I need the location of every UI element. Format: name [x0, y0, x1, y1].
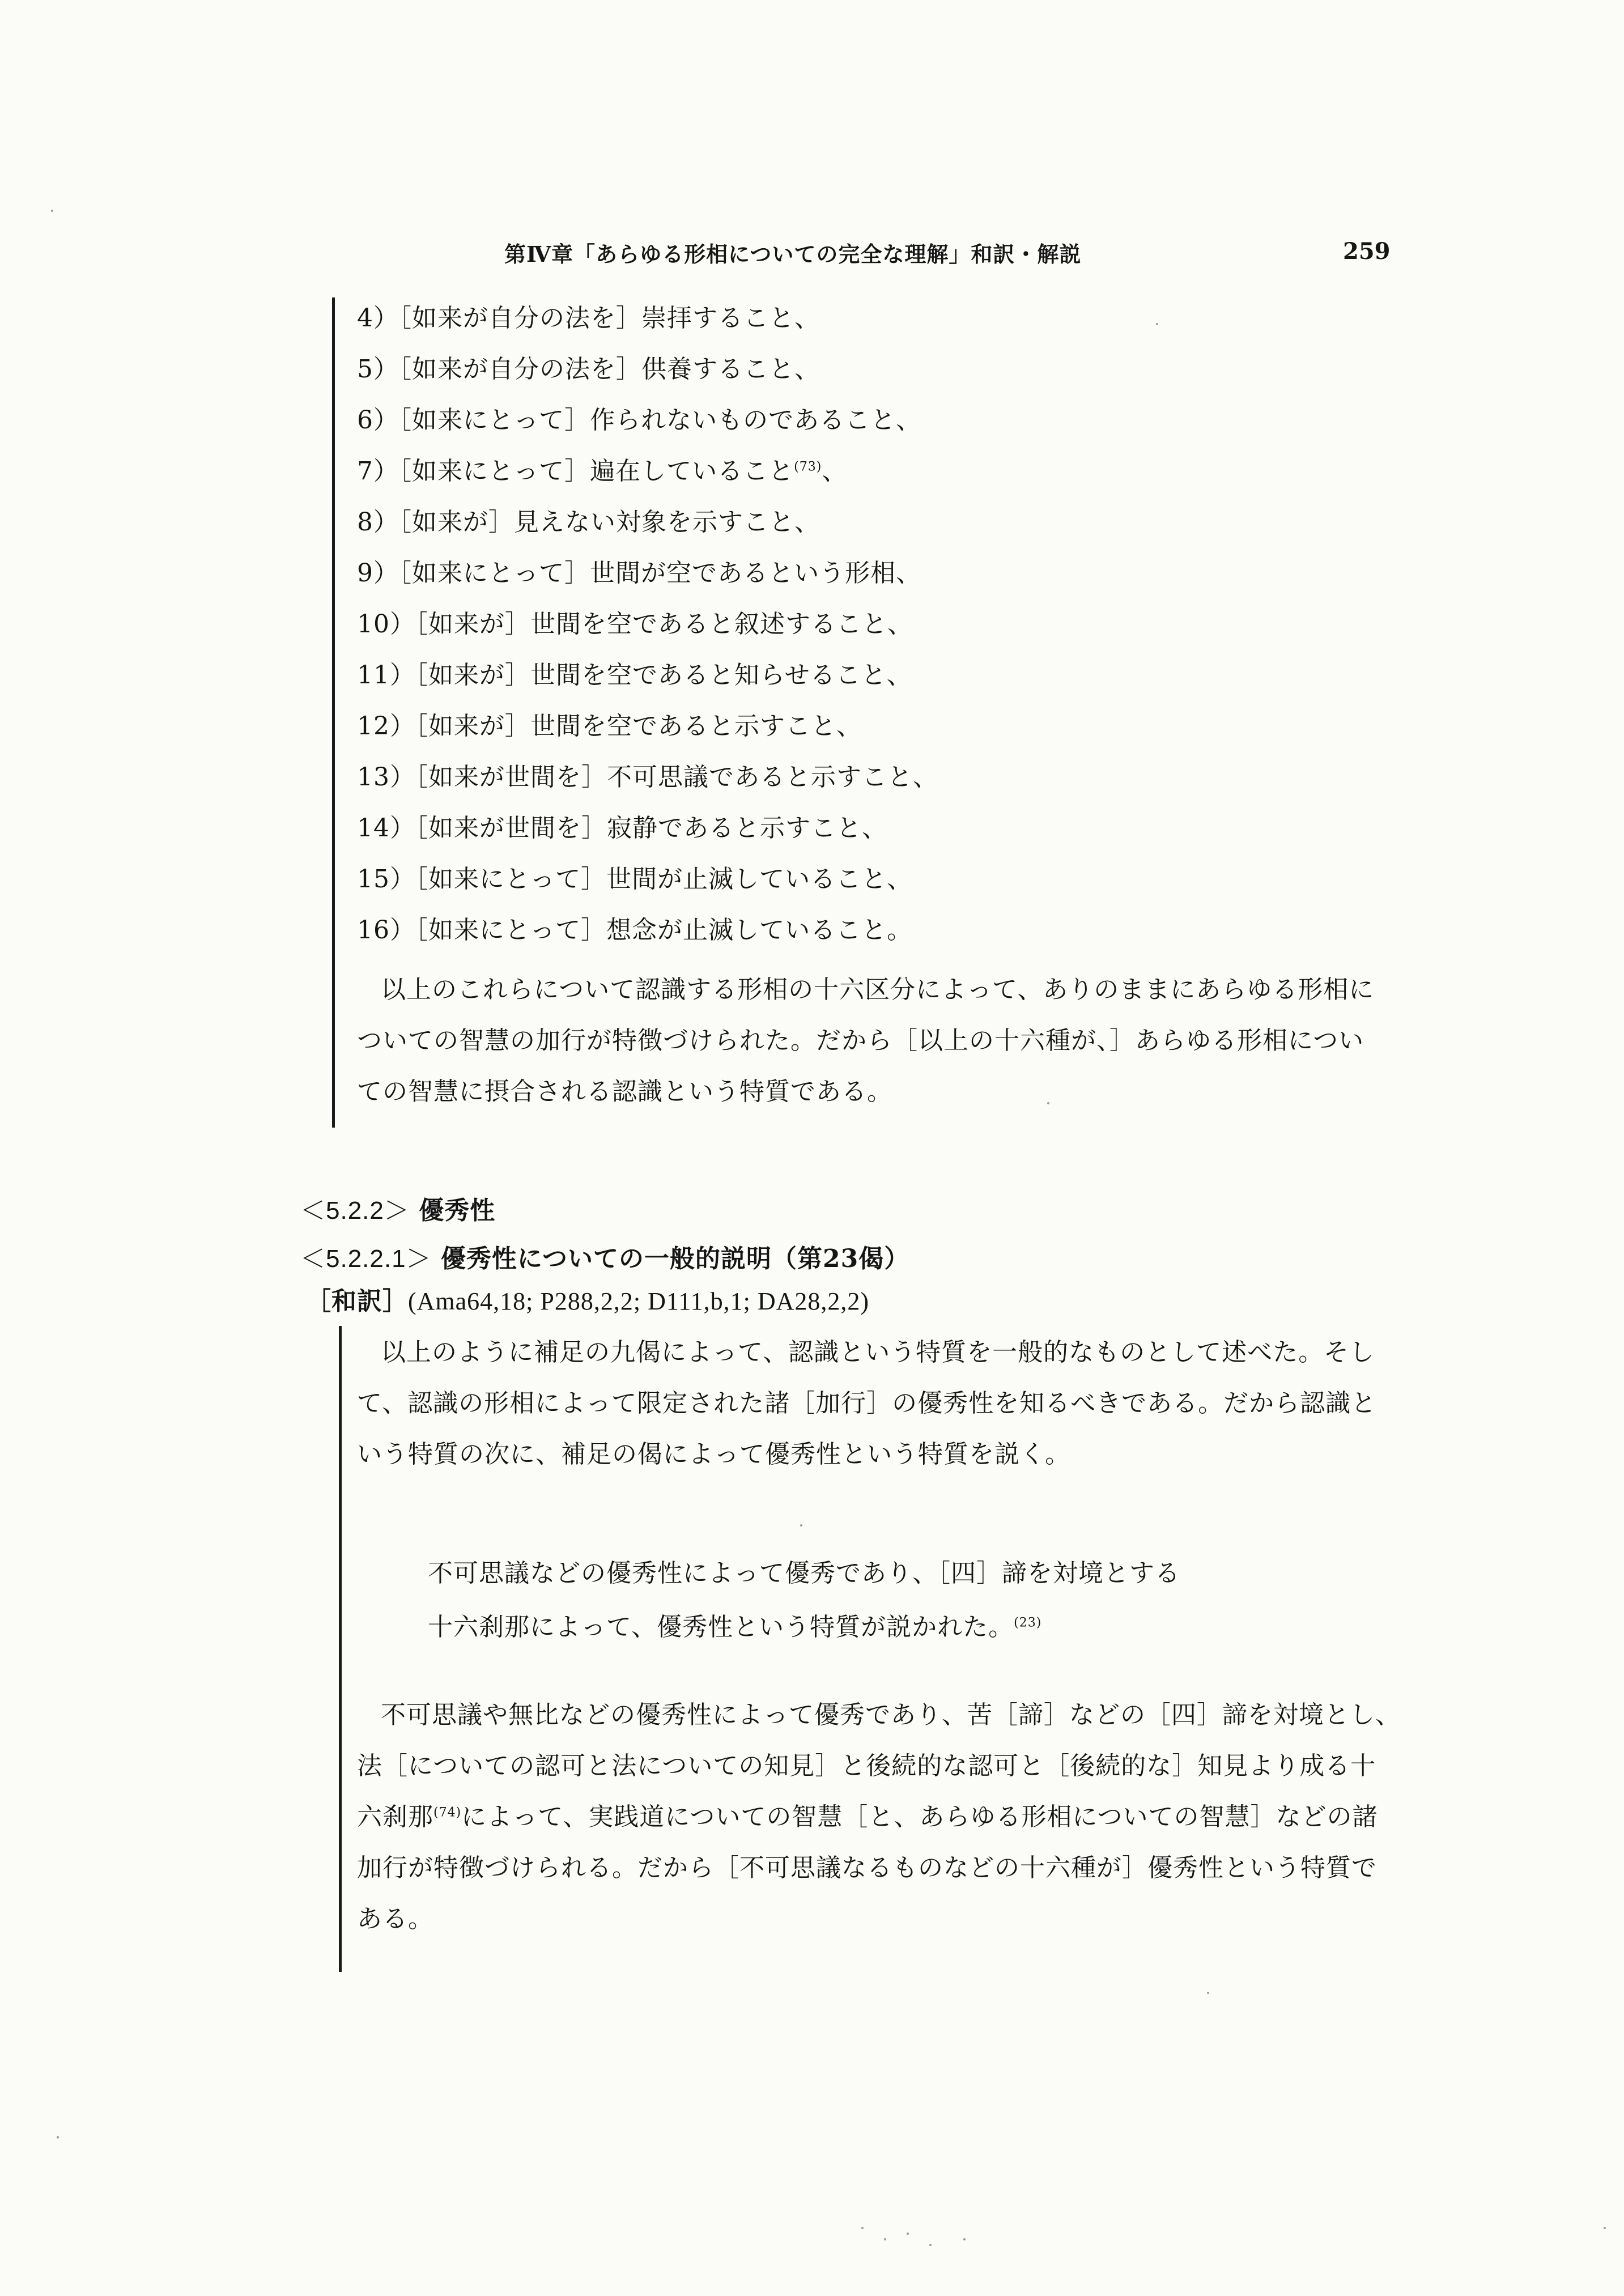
list-item: 4）［如来が自分の法を］崇拝すること、 — [357, 304, 820, 333]
commentary-text: によって、実践道についての智慧［と、あらゆる形相についての智慧］などの諸 — [461, 1802, 1378, 1831]
scan-speck — [1604, 2227, 1606, 2229]
list-item: 14）［如来が世間を］寂静であると示すこと、 — [357, 814, 887, 843]
scan-speck — [51, 210, 53, 212]
list-item: 10）［如来が］世間を空であると叙述すること、 — [357, 610, 913, 639]
list-item: 5）［如来が自分の法を］供養すること、 — [357, 355, 820, 384]
verse-line-2 — [428, 1606, 1041, 1643]
scan-speck — [907, 2233, 909, 2235]
section-number: ＜5.2.2＞ — [300, 1197, 410, 1224]
section-title: 優秀性 — [419, 1196, 496, 1225]
scan-speck — [1047, 1102, 1049, 1104]
list-item-punct: 、 — [822, 457, 848, 486]
footnote-marker: (74) — [433, 1805, 462, 1820]
list-item: 12）［如来が］世間を空であると示すこと、 — [357, 712, 862, 741]
scan-speck — [929, 2244, 932, 2246]
scan-speck — [800, 1524, 802, 1527]
list-item — [357, 459, 847, 484]
list-item: 16）［如来にとって］想念が止滅していること。 — [357, 916, 913, 945]
list-item: 8）［如来が］見えない対象を示すこと、 — [357, 508, 820, 537]
verse-text: 十六刹那によって、優秀性という特質が説かれた。 — [428, 1613, 1014, 1642]
commentary-text: 六刹那 — [357, 1802, 433, 1831]
scan-speck — [1156, 323, 1158, 325]
scan-speck — [1207, 1992, 1209, 1994]
list-item: 6）［如来にとって］作られないものであること、 — [357, 406, 922, 435]
list-item-text: 7）［如来にとって］遍在していること — [357, 457, 794, 486]
translation-label: ［和訳］ — [306, 1287, 408, 1316]
list-item: 15）［如来にとって］世間が止滅していること、 — [357, 865, 913, 894]
section-heading-5-2-2 — [300, 1190, 495, 1226]
intro-line: て、認識の形相によって限定された諸［加行］の優秀性を知るべきである。だから認識と — [357, 1389, 1377, 1418]
summary-line: ての智慧に摂合される認識という特質である。 — [357, 1077, 892, 1106]
scan-speck — [884, 2238, 886, 2240]
summary-line: 以上のこれらについて認識する形相の十六区分によって、ありのままにあらゆる形相に — [381, 975, 1375, 1004]
margin-bar-top — [332, 297, 335, 1128]
section-number: ＜5.2.2.1＞ — [300, 1245, 432, 1273]
list-item: 11）［如来が］世間を空であると知らせること、 — [357, 661, 912, 690]
commentary-line: 法［についての認可と法についての知見］と後続的な認可と［後続的な］知見より成る十 — [357, 1751, 1376, 1780]
verse-number: (23) — [1014, 1615, 1042, 1630]
translation-reference — [306, 1289, 869, 1314]
commentary-line: 加行が特徴づけられる。だから［不可思議なるものなどの十六種が］優秀性という特質で — [357, 1853, 1377, 1882]
section-heading-5-2-2-1 — [300, 1238, 909, 1274]
commentary-line — [357, 1802, 1378, 1831]
intro-line: いう特質の次に、補足の偈によって優秀性という特質を説く。 — [357, 1440, 1071, 1469]
footnote-marker: (73) — [794, 460, 822, 474]
page-number: 259 — [1343, 238, 1391, 265]
scan-speck — [963, 2238, 966, 2240]
intro-line: 以上のように補足の九偈によって、認識という特質を一般的なものとして述べた。そし — [381, 1338, 1375, 1367]
scan-speck — [57, 2136, 59, 2138]
commentary-line: ある。 — [357, 1904, 433, 1933]
margin-bar-bottom — [339, 1326, 342, 1972]
running-header: 第Ⅳ章「あらゆる形相についての完全な理解」和訳・解説 — [504, 241, 1082, 267]
list-item: 9）［如来にとって］世間が空であるという形相、 — [357, 559, 922, 588]
verse-line-1: 不可思議などの優秀性によって優秀であり、［四］諦を対境とする — [428, 1559, 1180, 1588]
source-reference: (Ama64,18; P288,2,2; D111,b,1; DA28,2,2) — [408, 1287, 870, 1315]
section-title: 優秀性についての一般的説明（第23偈） — [440, 1244, 910, 1273]
list-item: 13）［如来が世間を］不可思議であると示すこと、 — [357, 763, 938, 792]
scan-speck — [861, 2227, 864, 2229]
summary-line: ついての智慧の加行が特徴づけられた。だから［以上の十六種が、］あらゆる形相につい — [357, 1026, 1364, 1055]
commentary-line: 不可思議や無比などの優秀性によって優秀であり、苦［諦］などの［四］諦を対境とし、 — [381, 1700, 1401, 1729]
